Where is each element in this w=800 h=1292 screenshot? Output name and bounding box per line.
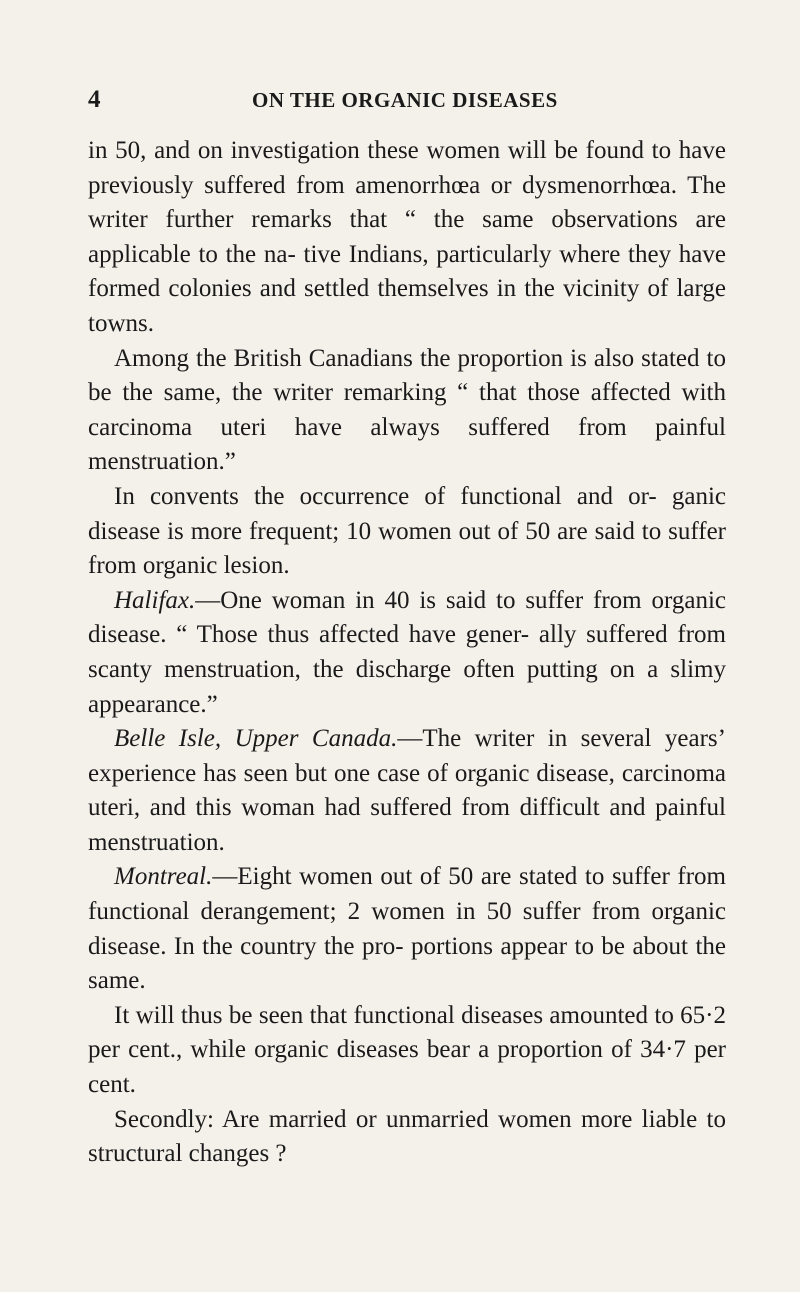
paragraph-1	[88, 134, 726, 342]
paragraph-2	[88, 342, 726, 480]
paragraph-8	[88, 1103, 726, 1172]
paragraph-montreal	[88, 860, 726, 998]
paragraph-halifax	[88, 584, 726, 722]
paragraph-text: Among the British Canadians the proportion is also stated to be the same, the writer remarking “ that those affected with carcinoma uteri have always suffered from painful menstruation.”	[88, 344, 726, 476]
paragraph-belle-isle	[88, 722, 726, 860]
paragraph-text: —One woman in 40 is said to suffer from organic disease. “ Those thus affected have gener- ally suffered from scanty menstruation, the discharge often putting on a slimy appearance.”	[88, 586, 726, 718]
paragraph-7	[88, 999, 726, 1103]
paragraph-text: Secondly: Are married or unmarried women more liable to structural changes ?	[88, 1105, 726, 1168]
paragraph-3	[88, 480, 726, 584]
running-title: ON THE ORGANIC DISEASES	[252, 88, 558, 112]
paragraph-text: —The writer in several years’ experience has seen but one case of organic disease, carcinoma uteri, and this woman had suffered from difficult and painful menstruation.	[88, 725, 726, 856]
paragraph-text: It will thus be seen that functional diseases amounted to 65·2 per cent., while organic diseases bear a proportion of 34·7 per cent.	[88, 1001, 726, 1099]
body-text	[88, 134, 726, 1172]
paragraph-text: In convents the occurrence of functional and or- ganic disease is more frequent; 10 women out of 50 are said to suffer from organic lesion.	[88, 482, 726, 580]
page-number: 4	[88, 86, 101, 113]
paragraph-text: —Eight women out of 50 are stated to suffer from functional derangement; 2 women in 50 suffer from organic disease. In the country the pro- portions appear to be about the same.	[88, 863, 726, 995]
place-name: Belle Isle, Upper Canada.	[114, 725, 398, 753]
running-head	[66, 86, 722, 116]
place-name: Montreal.	[114, 863, 213, 891]
paragraph-text: in 50, and on investigation these women will be found to have previously suffered from amenorrhœa or dysmenorrhœa. The writer further remarks that “ the same observations are applicable to the na- tive Indians, particularly where they have formed colonies and settled themselves in the vicinity of large towns.	[88, 137, 726, 337]
place-name: Halifax.	[114, 586, 196, 614]
